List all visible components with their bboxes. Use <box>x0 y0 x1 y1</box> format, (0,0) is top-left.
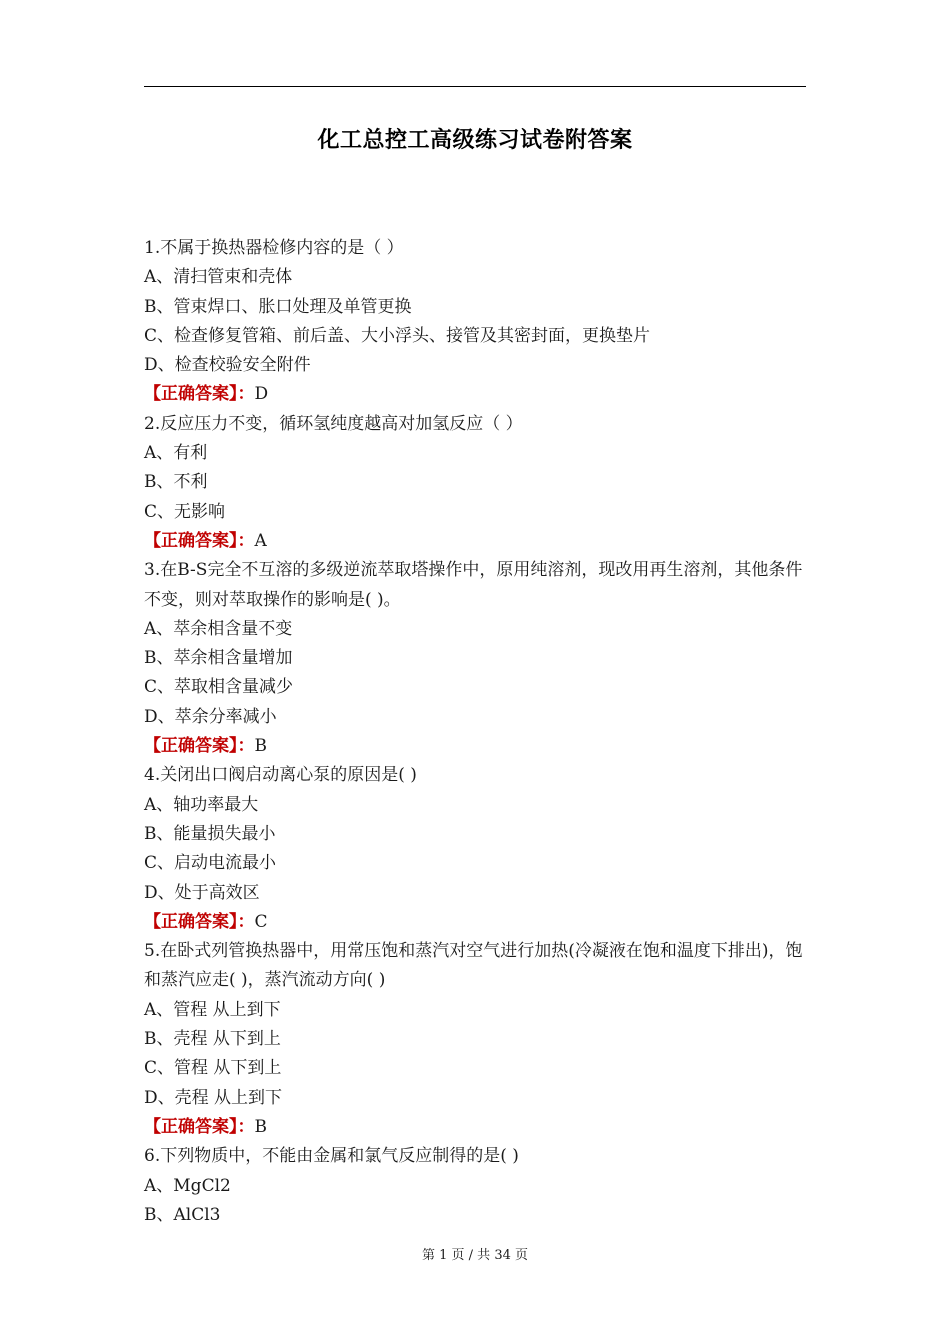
option: D、处于高效区 <box>144 882 260 903</box>
page-footer: 第 1 页 / 共 34 页 <box>422 1248 528 1263</box>
option: B、不利 <box>144 472 208 493</box>
question-stem: 5.在卧式列管换热器中，用常压饱和蒸汽对空气进行加热(冷凝液在饱和温度下排出)，饱和蒸汽应走( )，蒸汽流动方向( ) <box>144 941 803 991</box>
answer-label: 【正确答案】： <box>144 530 255 551</box>
option: D、萃余分率减小 <box>144 706 277 727</box>
answer-value: C <box>254 911 268 932</box>
document-title: 化工总控工高级练习试卷附答案 <box>317 128 633 153</box>
option: B、壳程 从下到上 <box>144 1029 281 1050</box>
answer-label: 【正确答案】： <box>144 736 255 757</box>
option: D、壳程 从上到下 <box>144 1087 283 1108</box>
answer-line <box>144 908 808 937</box>
option: A、MgCl2 <box>144 1175 231 1196</box>
answer-value: B <box>254 1116 267 1137</box>
answer-line <box>144 732 808 761</box>
option: A、萃余相含量不变 <box>144 618 293 639</box>
option: A、轴功率最大 <box>144 794 259 815</box>
option: C、萃取相含量减少 <box>144 677 294 698</box>
option: A、有利 <box>144 443 208 464</box>
option: C、管程 从下到上 <box>144 1058 282 1079</box>
answer-label: 【正确答案】： <box>144 911 255 932</box>
option: B、能量损失最小 <box>144 823 276 844</box>
option: B、AlCl3 <box>144 1204 221 1225</box>
answer-line <box>144 380 808 409</box>
answer-label: 【正确答案】： <box>144 384 255 405</box>
answer-value: B <box>254 736 267 757</box>
option: C、启动电流最小 <box>144 853 277 874</box>
question-list <box>144 234 808 1230</box>
option: C、无影响 <box>144 501 226 522</box>
answer-line <box>144 527 808 556</box>
option: B、管束焊口、胀口处理及单管更换 <box>144 296 412 317</box>
answer-label: 【正确答案】： <box>144 1116 255 1137</box>
option: A、清扫管束和壳体 <box>144 267 293 288</box>
question-stem: 2.反应压力不变，循环氢纯度越高对加氢反应（ ） <box>144 413 523 434</box>
option: B、萃余相含量增加 <box>144 648 293 669</box>
answer-value: D <box>254 384 269 405</box>
answer-value: A <box>254 530 267 551</box>
question-stem: 6.下列物质中，不能由金属和氯气反应制得的是( ) <box>144 1146 519 1167</box>
question-stem: 1.不属于换热器检修内容的是（ ） <box>144 238 404 258</box>
answer-line <box>144 1113 808 1142</box>
option: D、检查校验安全附件 <box>144 355 311 376</box>
option: C、检查修复管箱、前后盖、大小浮头、接管及其密封面，更换垫片 <box>144 325 651 346</box>
header-rule <box>144 86 806 87</box>
question-stem: 4.关闭出口阀启动离心泵的原因是( ) <box>144 765 417 786</box>
question-stem: 3.在B-S完全不互溶的多级逆流萃取塔操作中，原用纯溶剂，现改用再生溶剂，其他条件不变，则对萃取操作的影响是( )。 <box>144 560 803 610</box>
option: A、管程 从上到下 <box>144 999 281 1020</box>
